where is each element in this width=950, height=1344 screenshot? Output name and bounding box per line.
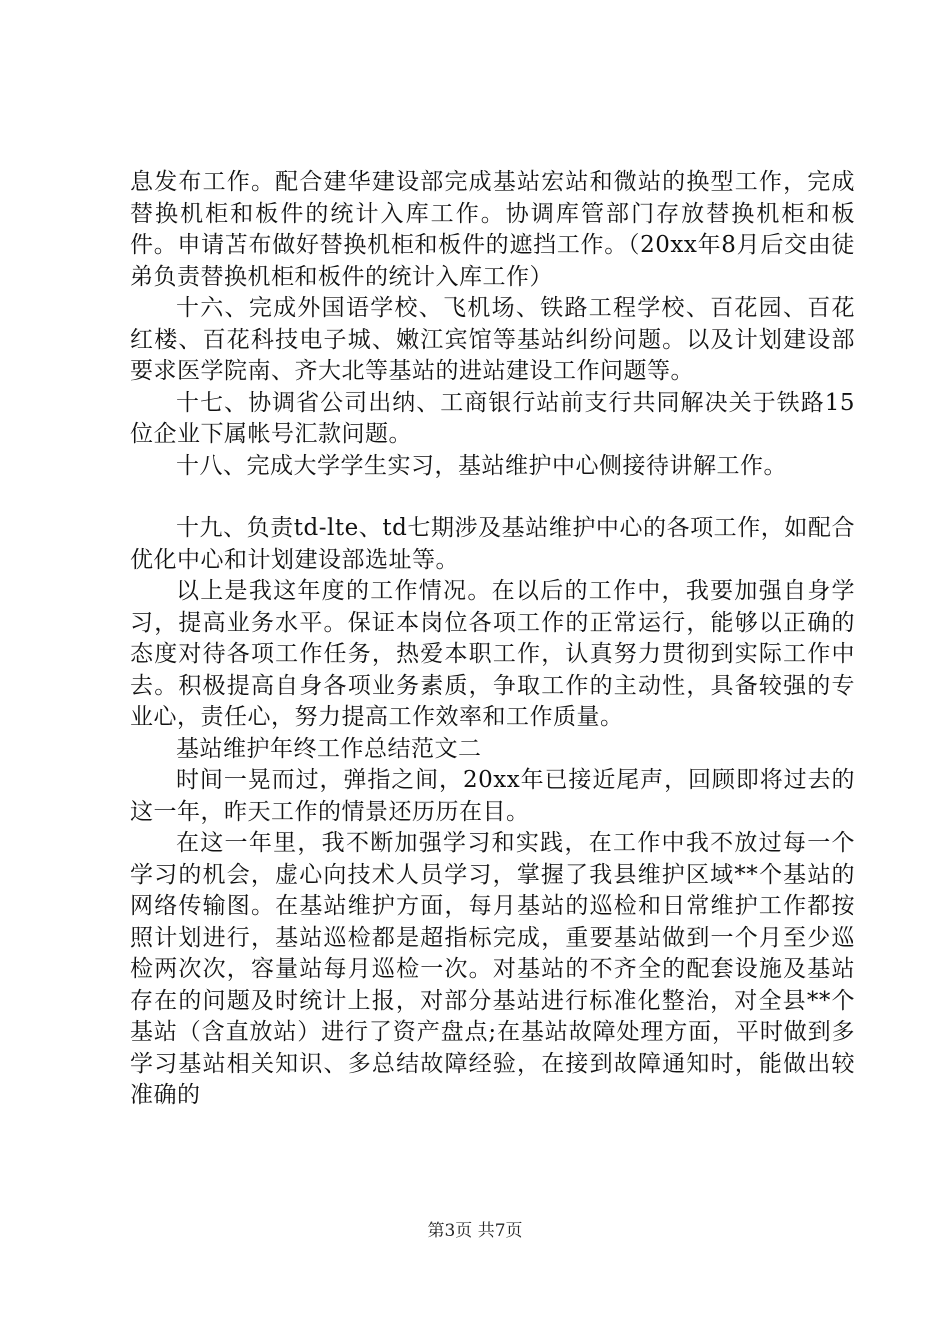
paragraph-continuation: 息发布工作。配合建华建设部完成基站宏站和微站的换型工作，完成替换机柜和板件的统计入库工作。协调库管部门存放替换机柜和板件。申请苫布做好替换机柜和板件的遮挡工作。（20xx年8月后交由徒弟负责替换机柜和板件的统计入库工作） xyxy=(130,169,855,290)
paragraph-body: 在这一年里，我不断加强学习和实践，在工作中我不放过每一个学习的机会，虚心向技术人员学习，掌握了我县维护区域**个基站的网络传输图。在基站维护方面，每月基站的巡检和日常维护工作都按照计划进行，基站巡检都是超指标完成，重要基站做到一个月至少巡检两次次，容量站每月巡检一次。对基站的不齐全的配套设施及基站存在的问题及时统计上报，对部分基站进行标准化整治，对全县**个基站（含直放站）进行了资产盘点;在基站故障处理方面，平时做到多学习基站相关知识、多总结故障经验，在接到故障通知时，能做出较准确的 xyxy=(130,830,855,1108)
paragraph-summary: 以上是我这年度的工作情况。在以后的工作中，我要加强自身学习，提高业务水平。保证本岗位各项工作的正常运行，能够以正确的态度对待各项工作任务，热爱本职工作，认真努力贯彻到实际工作中去。积极提高自身各项业务素质，争取工作的主动性，具备较强的专业心，责任心，努力提高工作效率和工作质量。 xyxy=(130,578,855,730)
section-heading: 基站维护年终工作总结范文二 xyxy=(176,735,482,762)
document-body xyxy=(130,167,855,1112)
paragraph-item-19: 十九、负责td-lte、td七期涉及基站维护中心的各项工作，如配合优化中心和计划建设部选址等。 xyxy=(130,515,855,573)
paragraph-item-18: 十八、完成大学学生实习，基站维护中心侧接待讲解工作。 xyxy=(176,452,787,479)
paragraph-item-17: 十七、协调省公司出纳、工商银行站前支行共同解决关于铁路15位企业下属帐号汇款问题。 xyxy=(130,389,855,447)
page-number-footer: 第3页 共7页 xyxy=(427,1221,523,1241)
paragraph-item-16: 十六、完成外国语学校、飞机场、铁路工程学校、百花园、百花红楼、百花科技电子城、嫩江宾馆等基站纠纷问题。以及计划建设部要求医学院南、齐大北等基站的进站建设工作问题等。 xyxy=(130,295,855,384)
paragraph-intro: 时间一晃而过，弹指之间，20xx年已接近尾声，回顾即将过去的这一年，昨天工作的情景还历历在目。 xyxy=(130,767,855,825)
